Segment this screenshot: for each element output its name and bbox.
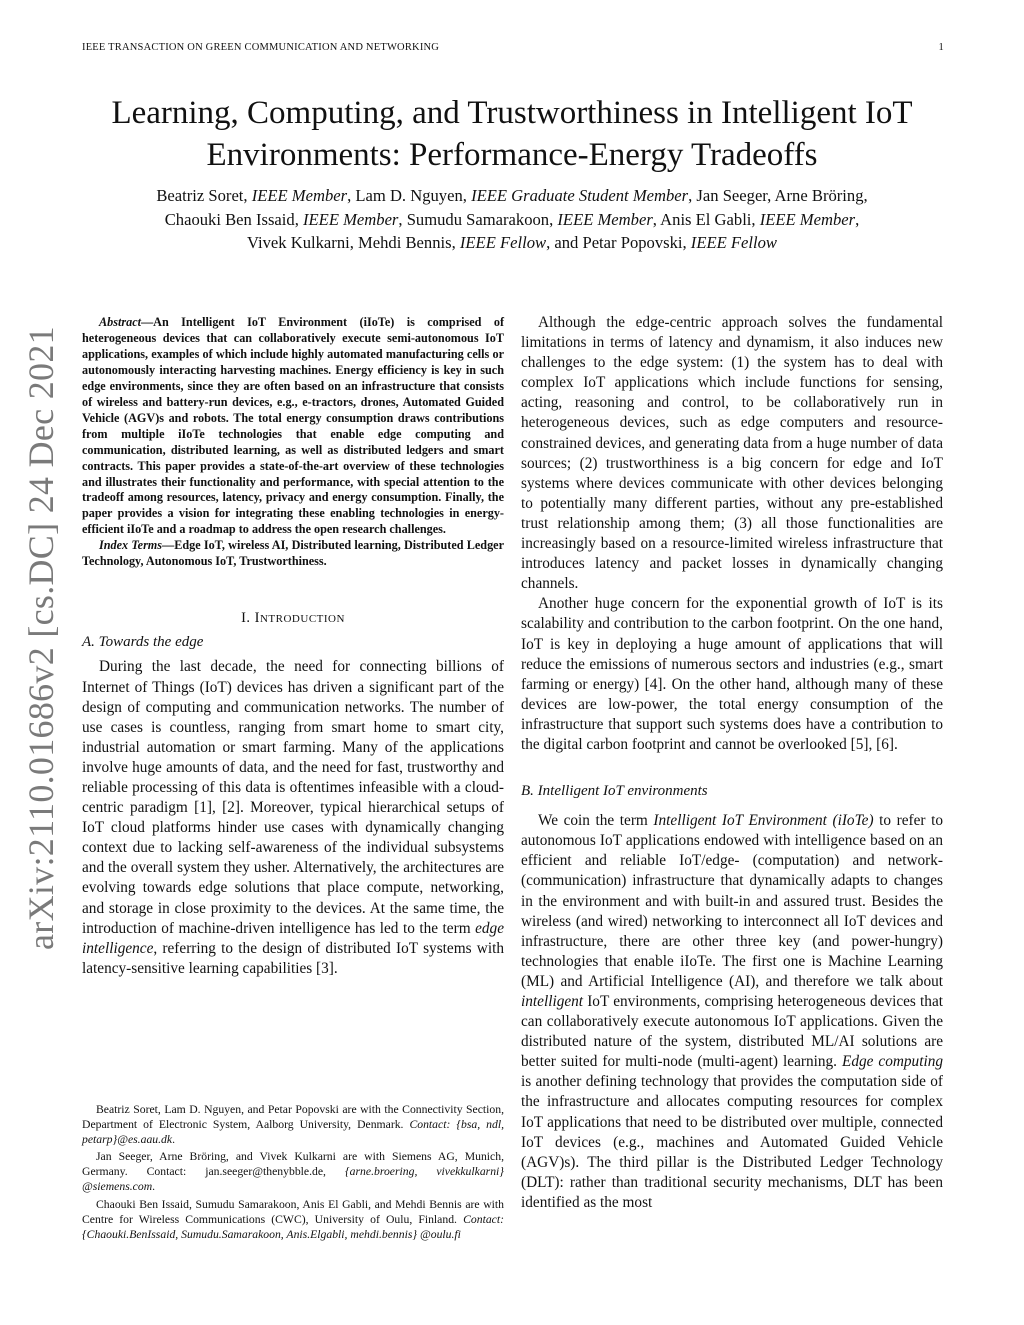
footnote-oulu: Chaouki Ben Issaid, Sumudu Samarakoon, Anis El Gabli, and Mehdi Bennis are with Centre for Wireless Communications (CWC), University of Oulu, Finland. Contact: {Chaouki.BenIssaid, Sumudu.Samarakoon, Anis.Elgabli, mehdi.bennis} @oulu.fi	[82, 1197, 504, 1241]
abstract-text: —An Intelligent IoT Environment (iIoTe) is comprised of heterogeneous devices that can collaboratively execute semi-autonomous IoT applications, examples of which include highly automated manufacturing cells or autonomously interacting harvesting machines. Energy efficiency is key in such edge environments, since they are often based on an infrastructure that consists of wireless and battery-run devices, e.g., e-tractors, drones, Automated Guided Vehicle (AGV)s and robots. The total energy consumption draws contributions from multiple iIoTe technologies that enable edge computing and communication, distributed learning, as well as distributed ledgers and smart contracts. This paper provides a state-of-the-art overview of these technologies and illustrates their functionality and performance, with special attention to the tradeoff among resources, latency, privacy and energy consumption. Finally, the paper provides a vision for integrating these enabling technologies in energy-efficient iIoTe and a roadmap to address the open research challenges.	[82, 315, 504, 537]
right-column	[521, 313, 943, 1213]
footnote-siemens: Jan Seeger, Arne Bröring, and Vivek Kulkarni are with Siemens AG, Munich, Germany. Contact: jan.seeger@thenybble.de, {arne.broering, vivekkulkarni} @siemens.com.	[82, 1150, 504, 1194]
abstract-label: Abstract	[99, 315, 141, 329]
section-heading-introduction: I. INTRODUCTION	[241, 610, 345, 627]
index-terms-text: —Edge IoT, wireless AI, Distributed learning, Distributed Ledger Technology, Autonomous IoT, Trustworthiness.	[82, 538, 504, 569]
author-line-1: Beatriz Soret, IEEE Member, Lam D. Nguyen, IEEE Graduate Student Member, Jan Seeger, Arne Bröring,	[156, 186, 868, 205]
author-list	[70, 184, 954, 255]
author-line-2: Chaouki Ben Issaid, IEEE Member, Sumudu Samarakoon, IEEE Member, Anis El Gabli, IEEE Member,	[164, 209, 860, 229]
paragraph-edge-centric: Although the edge-centric approach solves the fundamental limitations in terms of latency and dynamism, it also induces new challenges to the edge system: (1) the system has to deal with complex IoT applications which include functions for sensing, acting, reasoning and control, to be collaboratively run in heterogeneous devices, such as edge computers and resource-constrained devices, and generating data from a huge number of data sources; (2) trustworthiness is a big concern for edge and IoT systems where devices communicate with other devices belonging to potentially many different parties, without any pre-established trust relationship among them; (3) all those functionalities are increasingly based on a resource-limited wireless infrastructure that introduces latency and packet losses in dynamically changing channels.	[521, 314, 943, 593]
paragraph-carbon-footprint: Another huge concern for the exponential growth of IoT is its scalability and contribution to the carbon footprint. On the one hand, IoT is key in deploying a huge amount of applications that will reduce the emissions of numerous sectors and industries (e.g., smart farming or energy) [4]. On the other hand, although many of these devices are low-power, the total energy consumption of the infrastructure that support such systems does have a contribution to the digital carbon footprint and cannot be overlooked [5], [6].	[521, 595, 943, 753]
title-line-1: Learning, Computing, and Trustworthiness in Intelligent IoT	[111, 95, 913, 131]
title-line-2: Environments: Performance-Energy Tradeoffs	[206, 137, 818, 173]
page-number: 1	[938, 42, 944, 53]
abstract	[82, 315, 504, 538]
footnotes	[82, 1102, 504, 1244]
intro-paragraph-1: During the last decade, the need for connecting billions of Internet of Things (IoT) devices has driven a significant part of the design of computing and communication networks. The number of use cases is countless, ranging from smart home to smart city, industrial automation or smart farming. Many of the applications involve huge amounts of data, and the need for fast, trustworthy and reliable processing of this data is oftentimes infeasible with a cloud-centric paradigm [1], [2]. Moreover, typical hierarchical setups of IoT cloud platforms hinder use cases with dynamically changing context due to lacking self-awareness of the individual subsystems and the overall system they usher. Alternatively, the architectures are evolving towards edge solutions that place compute, networking, and storage in close proximity to the devices. At the same time, the introduction of machine-driven intelligence has led to the term edge intelligence, referring to the design of distributed IoT systems with latency-sensitive learning capabilities [3].	[82, 658, 504, 977]
footnote-aalborg: Beatriz Soret, Lam D. Nguyen, and Petar Popovski are with the Connectivity Section, Department of Electronic System, Aalborg University, Denmark. Contact: {bsa, ndl, petarp}@es.aau.dk.	[82, 1103, 504, 1147]
index-terms	[82, 538, 504, 570]
author-line-3: Vivek Kulkarni, Mehdi Bennis, IEEE Fellow, and Petar Popovski, IEEE Fellow	[247, 233, 777, 252]
paper-title	[60, 92, 964, 176]
subsection-heading-intelligent-iot: B. Intelligent IoT environments	[521, 783, 708, 800]
left-column	[82, 315, 504, 979]
index-terms-label: Index Terms	[99, 538, 163, 553]
arxiv-stamp: arXiv:2110.01686v2 [cs.DC] 24 Dec 2021	[21, 326, 61, 950]
paragraph-iiote: We coin the term Intelligent IoT Environment (iIoTe) to refer to autonomous IoT applications endowed with intelligence based on an efficient and reliable IoT/edge- (computation) and network- (communication) infrastructure that dynamically adapts to changes in the environment and with built-in and assured trust. Besides the wireless (and wired) networking to interconnect all IoT devices and infrastructure, there are other three key (and power-hungry) technologies that enable iIoTe. The first one is Machine Learning (ML) and Artificial Intelligence (AI), and therefore we talk about intelligent IoT environments, comprising heterogeneous devices that can collaboratively execute autonomous IoT applications. Given the distributed nature of the system, distributed ML/AI solutions are better suited for multi-node (multi-agent) learning. Edge computing is another defining technology that provides the computation side of the infrastructure and allocates computing resources for complex IoT applications that need to be distributed over multiple, connected IoT devices (e.g., machines and Automated Guided Vehicle (AGV)s). The third pillar is the Distributed Ledger Technology (DLT): rather than traditional security mechanisms, DLT has been identified as the most	[521, 812, 943, 1211]
journal-name: IEEE TRANSACTION ON GREEN COMMUNICATION AND NETWORKING	[82, 42, 440, 53]
subsection-heading-towards-edge: A. Towards the edge	[82, 634, 204, 651]
running-header	[82, 42, 944, 53]
